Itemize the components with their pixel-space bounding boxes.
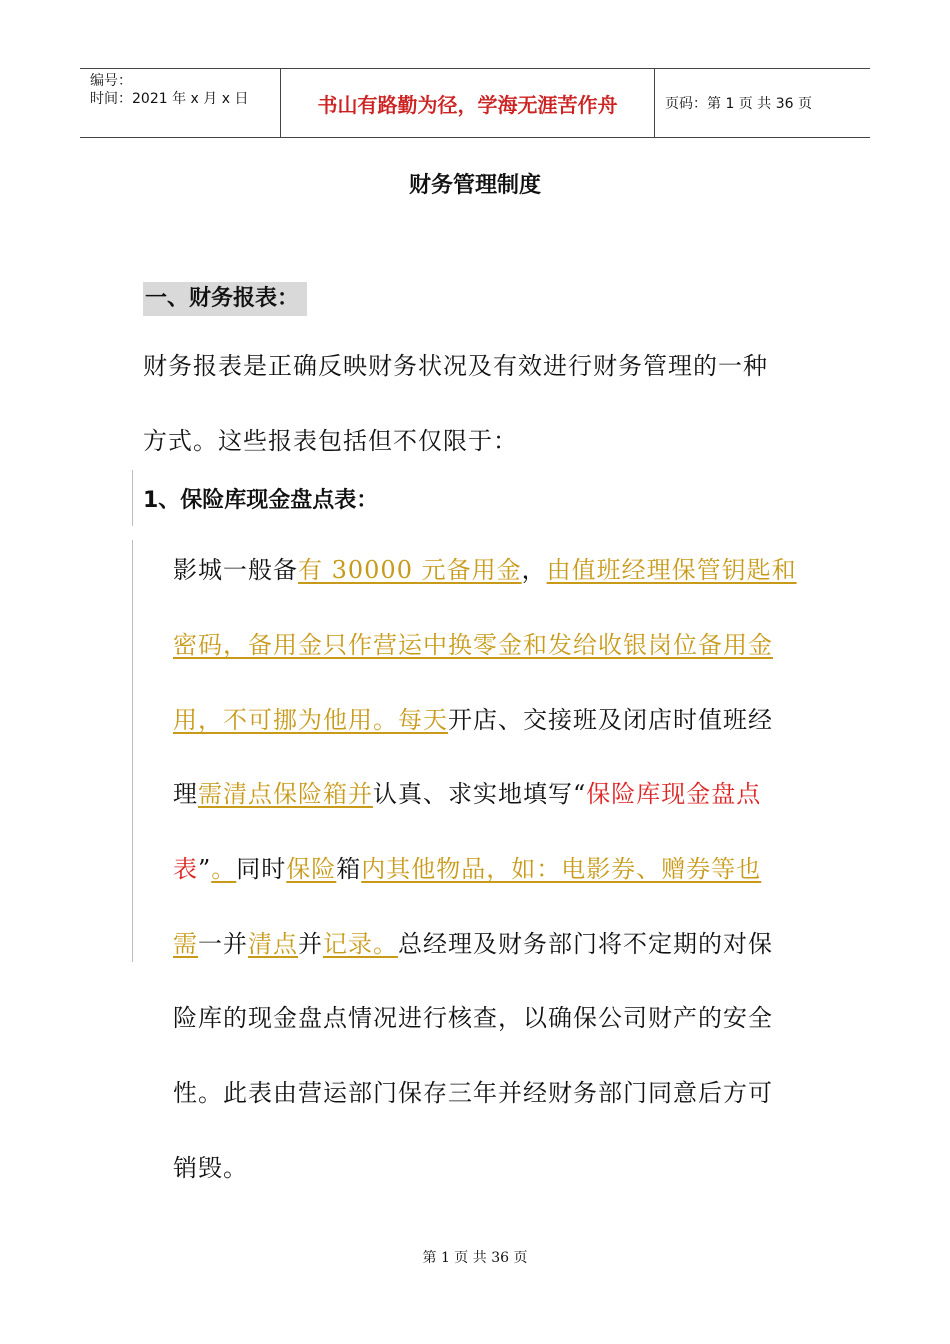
tracked-change: 保险 bbox=[286, 855, 337, 883]
text-run: ” bbox=[198, 855, 212, 883]
text-run: 总经理及财务部门将不定期的对保 bbox=[398, 930, 773, 958]
intro-line-1: 财务报表是正确反映财务状况及有效进行财务管理的一种 bbox=[143, 352, 768, 380]
page-header bbox=[80, 68, 870, 138]
tracked-change: 清点 bbox=[248, 930, 298, 958]
text-run: 理 bbox=[173, 780, 198, 808]
section-heading: 一、财务报表： bbox=[143, 282, 307, 316]
body-line-8: 性。此表由营运部门保存三年并经财务部门同意后方可 bbox=[173, 1079, 773, 1107]
body-line-5 bbox=[173, 849, 761, 884]
header-page-info: 页码：第 1 页 共 36 页 bbox=[665, 96, 812, 112]
text-run: 认真、求实地填写“ bbox=[373, 780, 587, 808]
text-run: 影城一般备 bbox=[173, 556, 298, 584]
body-line-9: 销毁。 bbox=[173, 1154, 248, 1182]
body-line-7: 险库的现金盘点情况进行核查，以确保公司财产的安全 bbox=[173, 1004, 773, 1032]
body-line-6 bbox=[173, 924, 773, 959]
tracked-change: 有 30000 元备用金 bbox=[298, 556, 522, 584]
document-title: 财务管理制度 bbox=[408, 173, 541, 198]
tracked-change: 内其他物品，如：电影券、赠券等也 bbox=[361, 855, 762, 883]
body-line-4 bbox=[173, 774, 761, 809]
tracked-change: 需清点保险箱并 bbox=[198, 780, 373, 808]
text-run: ， bbox=[521, 556, 547, 584]
form-name-highlight: 表 bbox=[173, 855, 198, 883]
revision-bar bbox=[132, 540, 133, 962]
item-heading: 1、保险库现金盘点表： bbox=[143, 488, 379, 513]
form-name-highlight: 保险库现金盘点 bbox=[586, 780, 762, 808]
document-number-label: 编号： bbox=[90, 73, 132, 89]
tracked-change: 需 bbox=[173, 930, 198, 958]
tracked-change: 记录。 bbox=[323, 930, 398, 958]
body-line-1 bbox=[173, 550, 797, 585]
intro-line-2: 方式。这些报表包括但不仅限于： bbox=[143, 427, 518, 455]
revision-bar bbox=[132, 470, 133, 526]
header-meta bbox=[80, 69, 281, 137]
text-run: 开店、交接班及闭店时值班经 bbox=[448, 706, 773, 734]
tracked-change: 密码，备用金只作营运中换零金和发给收银岗位备用金 bbox=[173, 631, 773, 659]
tracked-change: 由值班经理保管钥匙和 bbox=[546, 556, 797, 584]
text-run: 一并 bbox=[198, 930, 248, 958]
text-run: 同时 bbox=[236, 855, 287, 883]
text-run: 并 bbox=[298, 930, 323, 958]
tracked-change: 用，不可挪为他用。每天 bbox=[173, 706, 448, 734]
tracked-change: 。 bbox=[211, 855, 237, 883]
text-run: 箱 bbox=[336, 855, 362, 883]
document-date: 时间：2021 年 x 月 x 日 bbox=[90, 91, 249, 107]
header-motto: 书山有路勤为径，学海无涯苦作舟 bbox=[281, 69, 655, 137]
page-footer: 第 1 页 共 36 页 bbox=[422, 1250, 528, 1266]
body-line-2 bbox=[173, 625, 773, 660]
body-line-3 bbox=[173, 700, 773, 735]
